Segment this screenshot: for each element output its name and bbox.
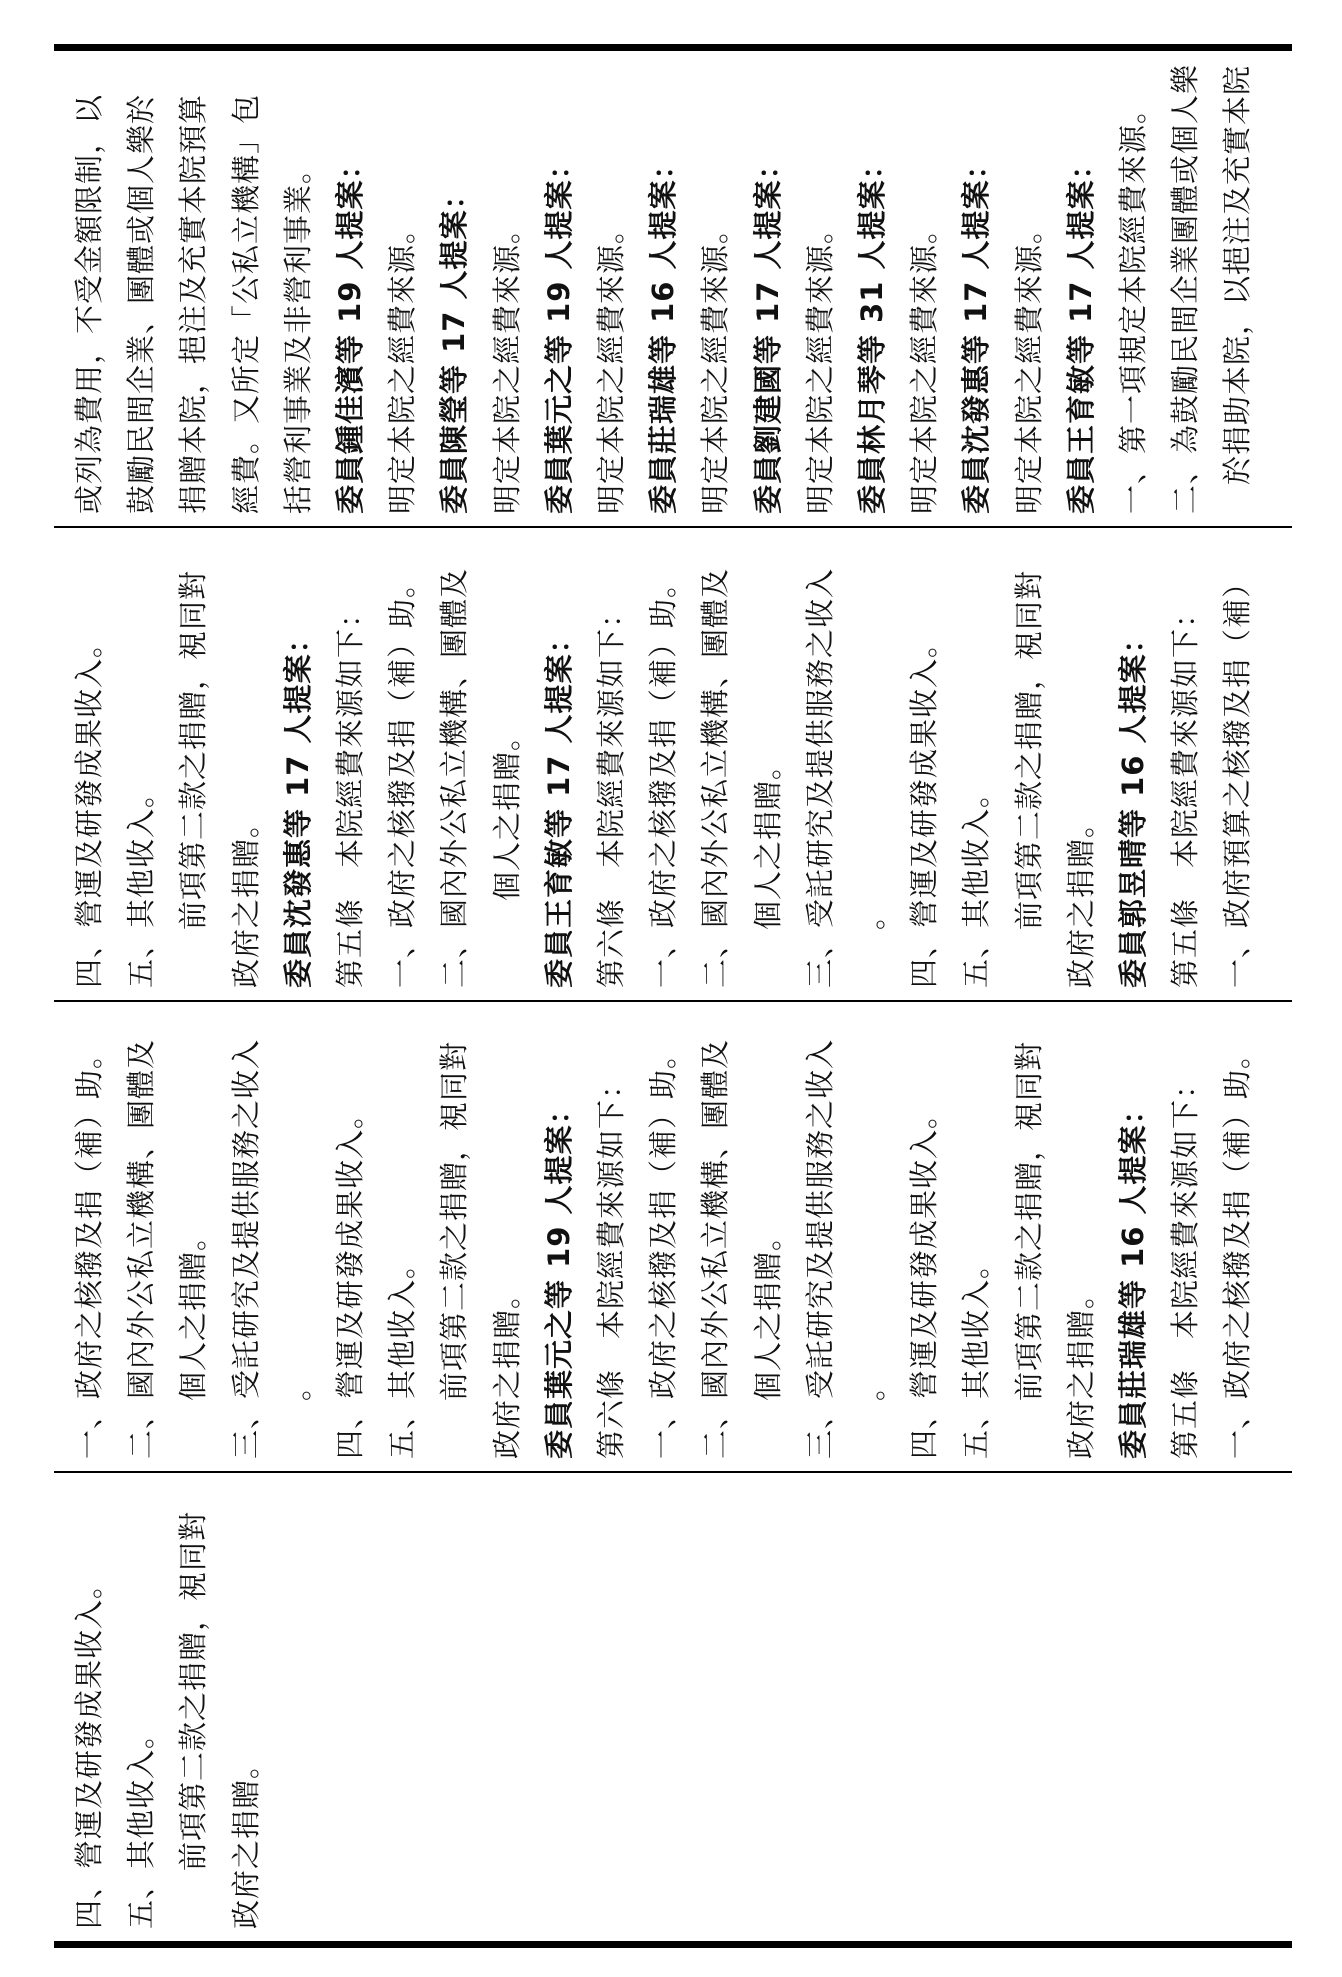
text-line: 一、政府之核撥及捐（補）助。: [646, 567, 681, 988]
text-line: 政府之捐贈。: [489, 1278, 524, 1459]
text-line: 第五條 本院經費來源如下：: [1168, 597, 1203, 988]
text-line: 五、其他收入。: [124, 1718, 159, 1929]
proposal-heading: 委員莊瑞雄等 16 人提案：: [1116, 1094, 1150, 1459]
text-line: 於捐助本院，以挹注及充實本院: [1220, 64, 1255, 485]
text-line: 一、政府之核撥及捐（補）助。: [385, 567, 420, 988]
column-1: [54, 54, 1292, 522]
text-line: 四、營運及研發成果收入。: [333, 1098, 367, 1459]
text-line: 三、受託研究及提供服務之收入: [802, 567, 837, 988]
text-line: 第五條 本院經費來源如下：: [1168, 1068, 1203, 1459]
text-line: 三、受託研究及提供服務之收入: [228, 1038, 263, 1459]
text-line: 捐贈本院，挹注及充實本院預算: [176, 93, 211, 514]
text-line: 個人之捐贈。: [750, 1220, 785, 1401]
text-line: 明定本院之經費來源。: [802, 213, 837, 514]
text-line: 前項第二款之捐贈，視同對: [176, 569, 211, 930]
text-line: 第五條 本院經費來源如下：: [333, 597, 367, 988]
text-line: 第六條 本院經費來源如下：: [594, 597, 628, 988]
text-line: 四、營運及研發成果收入。: [72, 627, 106, 988]
text-line: 前項第二款之捐贈，視同對: [1011, 1040, 1046, 1401]
text-line: 一、政府之核撥及捐（補）助。: [646, 1038, 681, 1459]
column-3: [54, 1006, 1292, 1467]
text-line: 明定本院之經費來源。: [907, 213, 942, 514]
text-line: 二、國內外公私立機構、團體及: [124, 1038, 159, 1459]
text-line: 明定本院之經費來源。: [594, 213, 628, 514]
text-line: 三、受託研究及提供服務之收入: [802, 1038, 837, 1459]
proposal-heading: 委員葉元之等 19 人提案：: [541, 149, 576, 514]
text-line: 五、其他收入。: [124, 777, 159, 988]
text-line: 明定本院之經費來源。: [1011, 213, 1046, 514]
text-line: 括營利事業及非營利事業。: [280, 153, 315, 514]
text-line: 。: [855, 1370, 889, 1401]
column-4: [54, 1477, 1292, 1937]
proposal-heading: 委員劉建國等 17 人提案：: [750, 149, 785, 514]
text-line: 或列為費用，不受金額限制，以: [72, 93, 106, 514]
text-line: 四、營運及研發成果收入。: [907, 627, 942, 988]
proposal-heading: 委員鍾佳濱等 19 人提案：: [333, 149, 367, 514]
text-line: 政府之捐贈。: [228, 807, 263, 988]
proposal-heading: 委員郭昱晴等 16 人提案：: [1116, 623, 1150, 988]
text-line: 個人之捐贈。: [489, 720, 524, 901]
top-rule: [54, 44, 1292, 51]
text-line: 第六條 本院經費來源如下：: [594, 1068, 628, 1459]
text-line: 二、國內外公私立機構、團體及: [698, 1038, 733, 1459]
text-line: 個人之捐贈。: [750, 749, 785, 930]
text-line: 一、第一項規定本院經費來源。: [1116, 93, 1150, 514]
text-line: 經費。又所定「公私立機構」包: [228, 93, 263, 514]
column-divider-2: [54, 1000, 1292, 1002]
text-line: 明定本院之經費來源。: [489, 213, 524, 514]
text-line: 二、為鼓勵民間企業團體或個人樂: [1168, 63, 1203, 514]
text-line: 前項第二款之捐贈，視同對: [437, 1040, 472, 1401]
text-line: 五、其他收入。: [385, 1248, 420, 1459]
text-line: 政府之捐贈。: [1063, 1278, 1098, 1459]
text-line: 。: [280, 1370, 315, 1401]
proposal-heading: 委員葉元之等 19 人提案：: [541, 1094, 576, 1459]
proposal-heading: 委員林月琴等 31 人提案：: [855, 149, 889, 514]
proposal-heading: 委員陳瑩等 17 人提案：: [437, 179, 472, 514]
proposal-heading: 委員王育敏等 17 人提案：: [541, 623, 576, 988]
proposal-heading: 委員沈發惠等 17 人提案：: [959, 149, 994, 514]
text-line: 政府之捐贈。: [1063, 807, 1098, 988]
text-line: 。: [855, 899, 889, 930]
column-2: [54, 532, 1292, 996]
text-line: 四、營運及研發成果收入。: [72, 1568, 106, 1929]
text-line: 二、國內外公私立機構、團體及: [698, 567, 733, 988]
text-line: 前項第二款之捐贈，視同對: [1011, 569, 1046, 930]
text-line: 前項第二款之捐贈，視同對: [176, 1510, 211, 1871]
text-line: 個人之捐贈。: [176, 1220, 211, 1401]
proposal-heading: 委員莊瑞雄等 16 人提案：: [646, 149, 681, 514]
text-line: 鼓勵民間企業、團體或個人樂於: [124, 93, 159, 514]
bottom-rule: [54, 1941, 1292, 1948]
text-line: 一、政府預算之核撥及捐（補）: [1220, 567, 1255, 988]
proposal-heading: 委員王育敏等 17 人提案：: [1063, 149, 1098, 514]
text-line: 一、政府之核撥及捐（補）助。: [72, 1038, 106, 1459]
text-line: 四、營運及研發成果收入。: [907, 1098, 942, 1459]
text-line: 一、政府之核撥及捐（補）助。: [1220, 1038, 1255, 1459]
column-divider-3: [54, 1471, 1292, 1473]
text-line: 明定本院之經費來源。: [385, 213, 420, 514]
text-line: 二、國內外公私立機構、團體及: [437, 567, 472, 988]
text-line: 政府之捐贈。: [228, 1748, 263, 1929]
proposal-heading: 委員沈發惠等 17 人提案：: [280, 623, 315, 988]
text-line: 五、其他收入。: [959, 1248, 994, 1459]
text-line: 五、其他收入。: [959, 777, 994, 988]
column-divider-1: [54, 526, 1292, 528]
text-line: 明定本院之經費來源。: [698, 213, 733, 514]
